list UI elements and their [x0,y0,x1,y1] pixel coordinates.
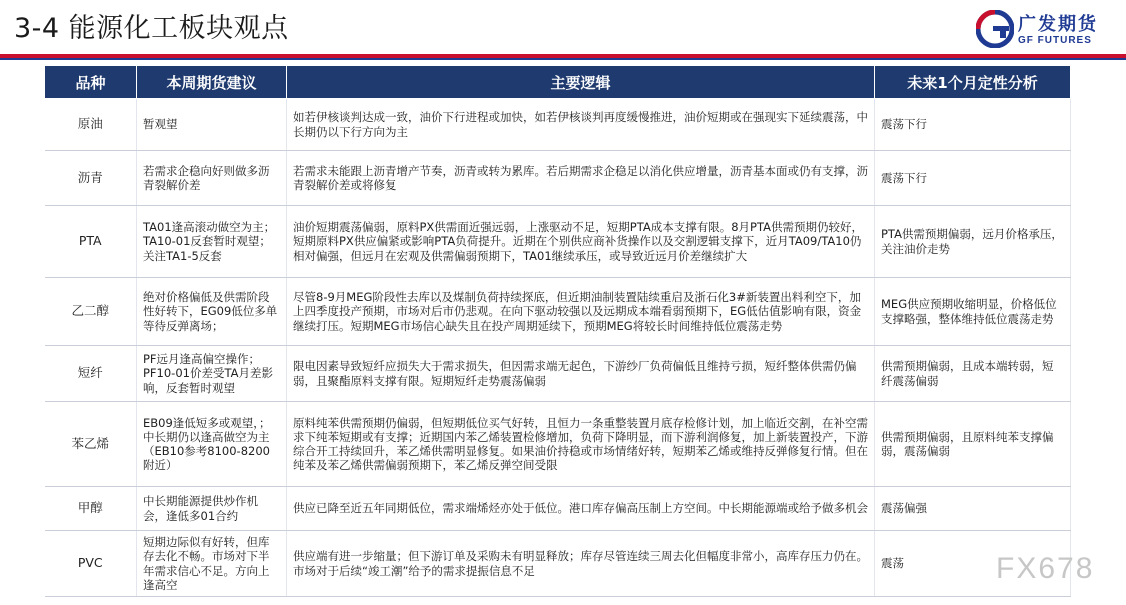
column-header-outlook: 未来1个月定性分析 [875,66,1071,99]
monthly-outlook: 供需预期偏弱，且原料纯苯支撑偏弱，震荡偏弱 [875,402,1071,487]
table-row [45,402,1071,487]
product-name: 苯乙烯 [45,402,137,487]
monthly-outlook: PTA供需预期偏弱，远月价格承压，关注油价走势 [875,206,1071,278]
monthly-outlook: 震荡下行 [875,99,1071,151]
product-name: 甲醇 [45,487,137,531]
weekly-advice: 中长期能源提供炒作机会，逢低多01合约 [137,487,287,531]
table-row [45,206,1071,278]
table-row [45,278,1071,346]
table-row [45,487,1071,531]
product-name: PTA [45,206,137,278]
column-header-product: 品种 [45,66,137,99]
weekly-advice: 若需求企稳向好则做多沥青裂解价差 [137,151,287,206]
logo-english-name: GF FUTURES [1018,35,1092,46]
logo-chinese-name: 广发期货 [1018,14,1098,35]
weekly-advice: EB09逢低短多或观望，；中长期仍以逢高做空为主（EB10参考8100-8200附近） [137,402,287,487]
monthly-outlook: 震荡偏强 [875,487,1071,531]
table-header-row [45,66,1071,99]
main-logic: 尽管8-9月MEG阶段性去库以及煤制负荷持续探底，但近期油制装置陆续重启及浙石化3#新装置出料利空下，加上四季度投产预期，市场对后市仍悲观。在向下驱动较强以及远期成本端看弱预期下，EG低估值影响有限，资金继续打压。短期MEG市场信心缺失且在投产周期延续下，预期MEG将较长时间维持低位震荡走势 [287,278,875,346]
product-name: 沥青 [45,151,137,206]
main-logic: 原料纯苯供需预期仍偏弱，但短期低位买气好转，且恒力一条重整装置月底存检修计划，加上临近交割，在补空需求下纯苯短期或有支撑；近期国内苯乙烯装置检修增加，负荷下降明显，而下游利润修复，加上新装置投产，下游综合开工持续回升，苯乙烯供需明显修复。如果油价持稳或市场情绪好转，短期苯乙烯或维持反弹修复行情。但在纯苯及苯乙烯供需偏弱预期下，苯乙烯反弹空间受限 [287,402,875,487]
title-divider-blue [0,58,1126,60]
weekly-advice: PF远月逢高偏空操作；PF10-01价差受TA月差影响，反套暂时观望 [137,346,287,402]
main-logic: 如若伊核谈判达成一致，油价下行进程或加快，如若伊核谈判再度缓慢推进，油价短期或在强现实下延续震荡，中长期仍以下行方向为主 [287,99,875,151]
monthly-outlook: 供需预期偏弱，且成本端转弱，短纤震荡偏弱 [875,346,1071,402]
column-header-logic: 主要逻辑 [287,66,875,99]
page-title: 3-4 能源化工板块观点 [14,13,289,44]
slide-header [0,0,1126,60]
main-logic: 油价短期震荡偏弱，原料PX供需面近强远弱，上涨驱动不足，短期PTA成本支撑有限。8月PTA供需预期仍较好，短期原料PX供应偏紧或影响PTA负荷提升。近期在个别供应商补货操作以及交割逻辑支撑下，近月TA09/TA10仍相对偏强，但远月在宏观及供需偏弱预期下，TA01继续承压，或导致近远月价差继续扩大 [287,206,875,278]
table-row [45,99,1071,151]
weekly-advice: 短期边际似有好转，但库存去化不畅。市场对下半年需求信心不足。方向上逢高空 [137,531,287,597]
table-row [45,346,1071,402]
table-row [45,151,1071,206]
main-logic: 限电因素导致短纤应损失大于需求损失，但因需求端无起色，下游纱厂负荷偏低且维持亏损，短纤整体供需仍偏弱，且聚酯原料支撑有限。短期短纤走势震荡偏弱 [287,346,875,402]
gf-futures-logo [976,8,1121,52]
table-row [45,531,1071,597]
product-name: PVC [45,531,137,597]
main-logic: 供应已降至近五年同期低位，需求端烯烃亦处于低位。港口库存偏高压制上方空间。中长期能源端或给予做多机会 [287,487,875,531]
main-logic: 若需求未能跟上沥青增产节奏，沥青或转为累库。若后期需求企稳足以消化供应增量，沥青基本面或仍有支撑，沥青裂解价差或将修复 [287,151,875,206]
watermark: FX678 [996,552,1095,585]
gf-logo-icon [976,10,1014,48]
monthly-outlook: MEG供应预期收缩明显，价格低位支撑略强，整体维持低位震荡走势 [875,278,1071,346]
weekly-advice: 暂观望 [137,99,287,151]
main-logic: 供应端有进一步缩量；但下游订单及采购未有明显释放；库存尽管连续三周去化但幅度非常小，高库存压力仍在。市场对于后续“竣工潮”给予的需求提振信息不足 [287,531,875,597]
weekly-advice: TA01逢高滚动做空为主；TA10-01反套暂时观望；关注TA1-5反套 [137,206,287,278]
product-name: 短纤 [45,346,137,402]
product-name: 乙二醇 [45,278,137,346]
monthly-outlook: 震荡下行 [875,151,1071,206]
views-table [44,65,1071,597]
weekly-advice: 绝对价格偏低及供需阶段性好转下，EG09低位多单等待反弹离场； [137,278,287,346]
product-name: 原油 [45,99,137,151]
monthly-outlook: 震荡 [875,531,1071,597]
column-header-advice: 本周期货建议 [137,66,287,99]
